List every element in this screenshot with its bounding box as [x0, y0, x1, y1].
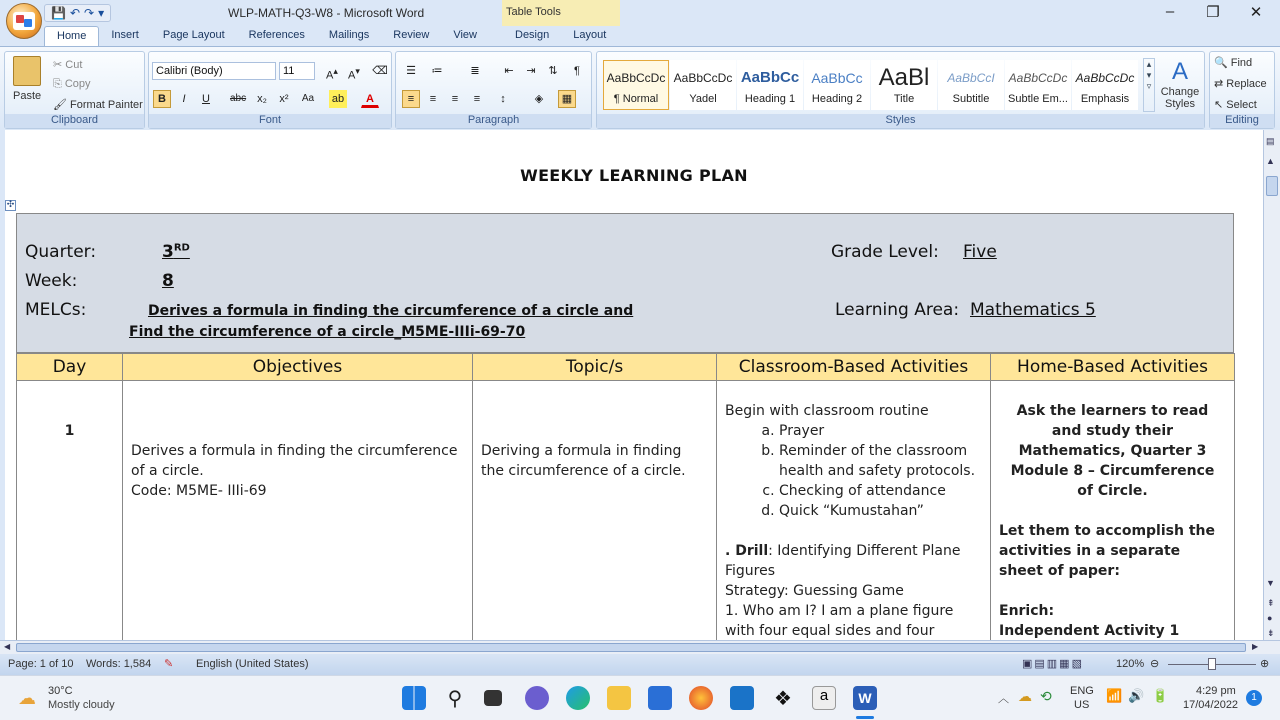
highlight-icon[interactable]: ab	[329, 90, 347, 108]
edge-icon[interactable]	[566, 686, 590, 710]
hscroll-thumb[interactable]	[16, 643, 1246, 652]
file-explorer-icon[interactable]	[607, 686, 631, 710]
increase-indent-icon[interactable]: ⇥	[526, 65, 536, 77]
ribbon	[0, 46, 1280, 130]
bullets-icon[interactable]: ☰	[406, 65, 416, 77]
sort-icon[interactable]: ⇅	[548, 65, 558, 77]
borders-icon[interactable]: ▦	[558, 90, 576, 108]
amazon-icon[interactable]: a	[812, 686, 836, 710]
table-tools-label: Table Tools	[502, 0, 620, 26]
styles-group-label: Styles	[597, 114, 1204, 128]
objective-code: Code: M5ME- IIIi-69	[131, 483, 267, 499]
select-button[interactable]: ↖ Select	[1214, 99, 1257, 111]
scroll-right-icon[interactable]: ▶	[1252, 642, 1259, 651]
style-title[interactable]: AaBl Title	[871, 60, 937, 110]
tab-view[interactable]: View	[453, 29, 477, 41]
tray-sync-icon[interactable]: ⟲	[1040, 688, 1052, 704]
weather-icon[interactable]: ☁	[18, 688, 36, 708]
strikethrough-icon[interactable]: abc	[230, 93, 247, 104]
tab-design[interactable]: Design	[515, 29, 550, 41]
copy-button[interactable]: ⎘ Copy	[53, 78, 91, 90]
style-subtitle[interactable]: AaBbCcI Subtitle	[938, 60, 1004, 110]
italic-icon[interactable]: I	[182, 93, 186, 105]
paste-button[interactable]: Paste	[13, 90, 42, 102]
view-buttons[interactable]: ▣▤▥▦▧	[1022, 658, 1084, 670]
window-title: WLP-MATH-Q3-W8 - Microsoft Word	[228, 6, 425, 20]
input-language-2[interactable]: US	[1074, 699, 1090, 711]
font-size-combo[interactable]: 11	[279, 62, 315, 80]
chat-icon[interactable]	[525, 686, 549, 710]
melcs-line-2: Find the circumference of a circle_M5ME-IIIi-69-70	[129, 324, 526, 340]
word-taskbar-icon[interactable]: W	[853, 686, 877, 710]
binoculars-icon: 🔍	[1214, 57, 1228, 69]
home-activities-cell	[991, 381, 1235, 671]
tab-page-layout[interactable]: Page Layout	[162, 29, 225, 41]
topic-cell: Deriving a formula in finding the circumference of a circle.	[473, 381, 717, 671]
cursor-icon: ↖	[1214, 99, 1224, 111]
align-left-icon[interactable]: ≡	[402, 90, 420, 108]
task-view-icon[interactable]	[484, 690, 502, 706]
bold-icon[interactable]: B	[153, 90, 171, 108]
week-label: Week:	[25, 271, 78, 291]
clock-time[interactable]: 4:29 pm	[1196, 685, 1236, 697]
align-center-icon[interactable]: ≡	[429, 93, 437, 105]
paragraph-group-label: Paragraph	[396, 114, 591, 128]
strategy-line: Strategy: Guessing Game	[725, 583, 904, 599]
weather-desc: Mostly cloudy	[48, 699, 115, 711]
styles-group	[596, 51, 1205, 129]
numbering-icon[interactable]: ≔	[431, 65, 443, 77]
change-styles-icon: A	[1171, 58, 1188, 85]
multilevel-list-icon[interactable]: ≣	[470, 65, 480, 77]
minimize-icon[interactable]: –	[1165, 3, 1175, 20]
windows-taskbar	[0, 675, 1280, 720]
format-painter-button[interactable]: 🖌 Format Painter	[53, 99, 143, 111]
header-topics: Topic/s	[473, 354, 717, 381]
paste-icon[interactable]	[13, 56, 41, 86]
routine-list	[725, 421, 982, 521]
zoom-out-icon[interactable]: ⊖	[1150, 658, 1160, 670]
header-objectives: Objectives	[123, 354, 473, 381]
zoom-level[interactable]: 120%	[1116, 658, 1145, 670]
zoom-in-icon[interactable]: ⊕	[1260, 658, 1270, 670]
align-right-icon[interactable]: ≡	[451, 93, 459, 105]
office-button[interactable]	[6, 3, 42, 39]
home-task: Let them to accomplish the activities in a separate sheet of paper:	[999, 523, 1215, 579]
status-bar	[0, 654, 1280, 675]
active-app-indicator	[856, 716, 874, 719]
table-header-row	[17, 354, 1235, 381]
word-count[interactable]: Words: 1,584	[86, 658, 152, 670]
store-icon[interactable]	[648, 686, 672, 710]
classroom-activities-cell	[717, 381, 991, 671]
justify-icon[interactable]: ≡	[473, 93, 481, 105]
tray-chevron-icon[interactable]: ︿	[998, 693, 1009, 705]
tab-mailings[interactable]: Mailings	[328, 29, 370, 41]
page-title: WEEKLY LEARNING PLAN	[520, 166, 748, 185]
week-value: 8	[162, 271, 174, 291]
lesson-plan-table	[16, 353, 1235, 671]
style-heading-2[interactable]: AaBbCc Heading 2	[804, 60, 870, 110]
shrink-font-icon[interactable]: A▾	[348, 66, 360, 82]
page-count[interactable]: Page: 1 of 10	[8, 658, 74, 670]
grow-font-icon[interactable]: A▴	[326, 66, 338, 82]
notification-badge[interactable]: 1	[1246, 690, 1262, 706]
dropbox-icon[interactable]: ❖	[774, 688, 792, 710]
paragraph-group	[395, 51, 592, 129]
editing-group-label: Editing	[1210, 114, 1274, 128]
table-move-handle[interactable]: ✣	[6, 200, 15, 210]
find-button[interactable]: 🔍 Find	[1214, 57, 1253, 69]
firefox-icon[interactable]	[689, 686, 713, 710]
underline-icon[interactable]: U	[202, 93, 210, 105]
change-styles-button[interactable]: A Change Styles	[1160, 58, 1200, 110]
style-heading-1[interactable]: AaBbCc Heading 1	[737, 60, 803, 110]
title-bar	[0, 0, 1280, 26]
tray-app-icon[interactable]: ☁	[1018, 688, 1032, 704]
weather-temp: 30°C	[48, 685, 73, 697]
replace-button[interactable]: ⇄ Replace	[1214, 78, 1267, 90]
font-name-combo[interactable]: Calibri (Body)	[152, 62, 276, 80]
style-normal[interactable]: AaBbCcDc ¶ Normal	[603, 60, 669, 110]
font-group	[148, 51, 392, 129]
document-page[interactable]	[5, 130, 1263, 640]
decrease-indent-icon[interactable]: ⇤	[504, 65, 514, 77]
customize-qat-icon[interactable]: ▾	[98, 6, 105, 20]
list-item: c. Checking of attendance	[779, 481, 982, 501]
tab-references[interactable]: References	[248, 29, 305, 41]
replace-icon: ⇄	[1214, 78, 1224, 90]
scroll-up-icon[interactable]: ▲	[1266, 156, 1275, 166]
learning-area-label: Learning Area:	[835, 300, 960, 320]
list-item: d. Quick “Kumustahan”	[779, 501, 982, 521]
grade-level-value: Five	[963, 242, 997, 262]
clipboard-group	[4, 51, 145, 129]
grade-level-label: Grade Level:	[831, 242, 939, 262]
line-spacing-icon[interactable]: ↕	[500, 93, 506, 105]
style-yadel[interactable]: AaBbCcDc Yadel	[670, 60, 736, 110]
objective-cell	[123, 381, 473, 671]
volume-icon[interactable]: 🔊	[1128, 688, 1145, 703]
mail-icon[interactable]	[730, 686, 754, 710]
ribbon-tabs	[0, 26, 1280, 46]
scroll-left-icon[interactable]: ◀	[4, 642, 11, 651]
home-intro: Ask the learners to read and study their Mathematics, Quarter 3 Module 8 – Circumference of Circle.	[1010, 403, 1215, 499]
horizontal-scrollbar[interactable]	[0, 640, 1280, 654]
tab-review[interactable]: Review	[393, 29, 430, 41]
show-marks-icon[interactable]: ¶	[574, 65, 580, 77]
riddle-line: 1. Who am I? I am a plane figure with four equal sides and four	[725, 603, 954, 639]
wifi-icon[interactable]: 📶	[1106, 688, 1123, 703]
cut-button[interactable]: ✂ Cut	[53, 59, 83, 71]
vertical-scrollbar[interactable]	[1263, 130, 1280, 640]
melcs-label: MELCs:	[25, 300, 87, 320]
list-item: b. Reminder of the classroom health and safety protocols.	[779, 441, 982, 481]
proofing-icon[interactable]: ✎	[164, 658, 174, 670]
independent-activity-1: Independent Activity 1	[999, 623, 1180, 639]
font-group-label: Font	[149, 114, 391, 128]
table-row	[17, 381, 1235, 671]
tab-home[interactable]: Home	[44, 26, 99, 46]
zoom-slider-thumb[interactable]	[1208, 658, 1216, 670]
scroll-down-icon[interactable]: ▼	[1266, 578, 1275, 588]
enrich-label: Enrich:	[999, 603, 1055, 619]
header-info-box	[16, 213, 1234, 353]
close-icon[interactable]: ✕	[1249, 4, 1263, 21]
style-subtle-emphasis[interactable]: AaBbCcDc Subtle Em...	[1005, 60, 1071, 110]
subscript-icon[interactable]: x₂	[257, 93, 267, 105]
styles-scroll-icon[interactable]: ▴ ▾ ▿	[1143, 58, 1155, 112]
header-home-activities: Home-Based Activities	[991, 354, 1235, 381]
header-classroom-activities: Classroom-Based Activities	[717, 354, 991, 381]
start-icon[interactable]	[402, 686, 426, 710]
objective-text: Derives a formula in finding the circumference of a circle.	[131, 443, 458, 479]
drill-line: . Drill: Identifying Different Plane Figures	[725, 543, 961, 579]
font-color-icon[interactable]: A	[361, 90, 379, 108]
list-item: a. Prayer	[779, 421, 982, 441]
clear-format-icon[interactable]: ⌫	[372, 65, 388, 77]
editing-group	[1209, 51, 1275, 129]
redo-icon[interactable]: ↷	[84, 6, 95, 20]
quarter-label: Quarter:	[25, 242, 97, 262]
save-icon[interactable]: 💾	[51, 6, 66, 20]
browse-object-icons[interactable]: ⇞ ● ⇟	[1267, 598, 1275, 638]
input-language-1[interactable]: ENG	[1070, 685, 1094, 697]
shading-icon[interactable]: ◈	[534, 93, 544, 105]
clock-date[interactable]: 17/04/2022	[1183, 699, 1239, 711]
header-day: Day	[17, 354, 123, 381]
superscript-icon[interactable]: x²	[279, 93, 289, 105]
search-icon[interactable]: ⚲	[447, 688, 463, 710]
tab-layout[interactable]: Layout	[573, 29, 607, 41]
tab-insert[interactable]: Insert	[111, 29, 139, 41]
scroll-thumb[interactable]	[1266, 176, 1278, 196]
style-emphasis[interactable]: AaBbCcDc Emphasis	[1072, 60, 1138, 110]
ruler-toggle-icon[interactable]: ▤	[1266, 136, 1275, 146]
learning-area-value: Mathematics 5	[970, 300, 1096, 320]
day-cell: 1	[17, 381, 123, 671]
quarter-value: 3RD	[162, 242, 190, 262]
language-status[interactable]: English (United States)	[196, 658, 309, 670]
quick-access-toolbar	[44, 4, 111, 22]
battery-icon[interactable]: 🔋	[1152, 688, 1169, 703]
routine-intro: Begin with classroom routine	[725, 403, 929, 419]
melcs-line-1: Derives a formula in finding the circumference of a circle and	[148, 303, 634, 319]
undo-icon[interactable]: ↶	[69, 6, 81, 20]
clipboard-group-label: Clipboard	[5, 114, 144, 128]
restore-icon[interactable]: ❐	[1206, 4, 1220, 21]
change-case-icon[interactable]: Aa	[301, 93, 315, 104]
